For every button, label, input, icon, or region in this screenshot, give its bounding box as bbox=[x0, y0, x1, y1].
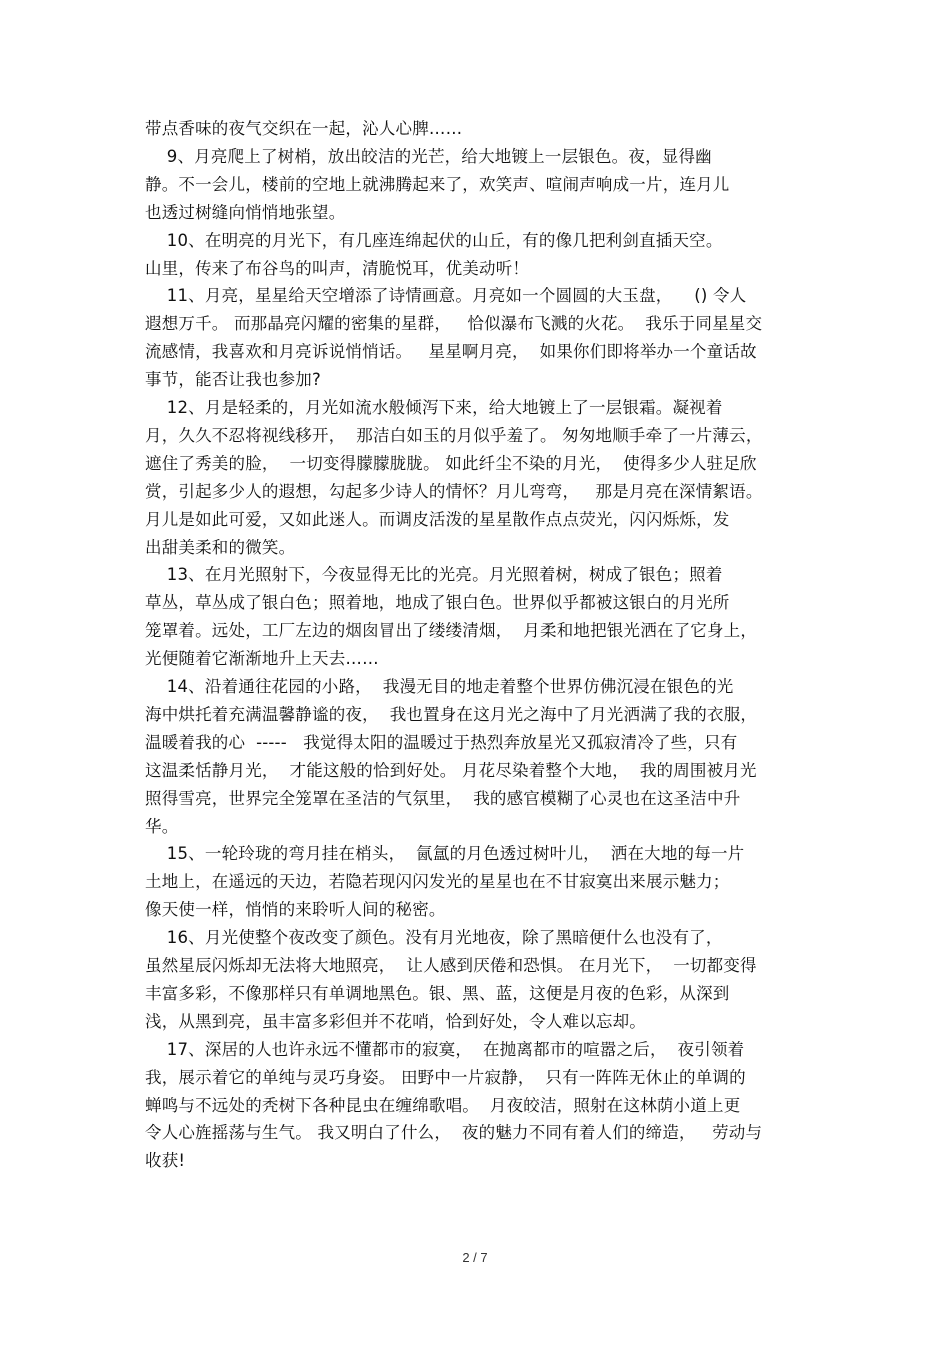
text-line: 流感情，我喜欢和月亮诉说悄悄话。 星星啊月亮， 如果你们即将举办一个童话故 bbox=[145, 342, 757, 362]
text-line: 虽然星辰闪烁却无法将大地照亮， 让人感到厌倦和恐惧。 在月光下， 一切都变得 bbox=[145, 956, 757, 975]
text-line: 事节，能否让我也参加? bbox=[145, 370, 321, 390]
text-line: 遮住了秀美的脸， 一切变得朦朦胧胧。 如此纤尘不染的月光， 使得多少人驻足欣 bbox=[145, 453, 757, 473]
text-line: 16、月光使整个夜改变了颜色。没有月光地夜，除了黑暗便什么也没有了， bbox=[145, 928, 723, 948]
text-line: 月儿是如此可爱，又如此迷人。而调皮活泼的星星散作点点荧光，闪闪烁烁，发 bbox=[145, 509, 730, 529]
text-line: 温暖着我的心 ----- 我觉得太阳的温暖过于热烈奔放星光又孤寂清冷了些，只有 bbox=[145, 732, 738, 752]
text-line: 光便随着它渐渐地升上天去…… bbox=[145, 649, 379, 669]
text-line: 土地上，在遥远的天边，若隐若现闪闪发光的星星也在不甘寂寞出来展示魅力； bbox=[145, 872, 730, 892]
text-line: 海中烘托着充满温馨静谧的夜， 我也置身在这月光之海中了月光洒满了我的衣服， bbox=[145, 704, 758, 724]
text-line: 11、月亮，星星给天空增添了诗情画意。月亮如一个圆圆的大玉盘， () 令人 bbox=[145, 286, 747, 306]
text-line: 15、一轮玲珑的弯月挂在梢头， 氤氲的月色透过树叶儿， 洒在大地的每一片 bbox=[145, 844, 745, 864]
text-line: 静。不一会儿，楼前的空地上就沸腾起来了，欢笑声、喧闹声响成一片，连月儿 bbox=[145, 174, 730, 194]
text-line: 12、月是轻柔的，月光如流水般倾泻下来，给大地镀上了一层银霜。凝视着 bbox=[145, 398, 723, 417]
text-line: 蝉鸣与不远处的秃树下各种昆虫在缠绵歌唱。 月夜皎洁，照射在这林荫小道上更 bbox=[145, 1095, 741, 1115]
text-line: 照得雪亮，世界完全笼罩在圣洁的气氛里， 我的感官模糊了心灵也在这圣洁中升 bbox=[145, 788, 741, 808]
text-line: 山里，传来了布谷鸟的叫声，清脆悦耳，优美动听！ bbox=[145, 258, 530, 278]
text-line: 丰富多彩，不像那样只有单调地黑色。银、黑、蓝，这便是月夜的色彩，从深到 bbox=[145, 983, 730, 1003]
text-line: 这温柔恬静月光， 才能这般的恰到好处。 月花尽染着整个大地， 我的周围被月光 bbox=[145, 760, 757, 780]
text-line: 14、沿着通往花园的小路， 我漫无目的地走着整个世界仿佛沉浸在银色的光 bbox=[145, 677, 734, 696]
text-line: 出甜美柔和的微笑。 bbox=[145, 537, 296, 557]
text-line: 浅，从黑到亮，虽丰富多彩但并不花哨，恰到好处，令人难以忘却。 bbox=[145, 1011, 646, 1031]
text-line: 13、在月光照射下，今夜显得无比的光亮。月光照着树，树成了银色；照着 bbox=[145, 565, 723, 585]
text-line: 收获! bbox=[145, 1151, 186, 1171]
text-line: 月，久久不忍将视线移开， 那洁白如玉的月似乎羞了。 匆匆地顺手牵了一片薄云， bbox=[145, 425, 763, 445]
text-line: 草丛，草丛成了银白色；照着地，地成了银白色。世界似乎都被这银白的月光所 bbox=[145, 593, 730, 613]
text-line: 令人心旌摇荡与生气。 我又明白了什么， 夜的魅力不同有着人们的缔造， 劳动与 bbox=[145, 1123, 763, 1143]
text-line: 笼罩着。远处，工厂左边的烟囱冒出了缕缕清烟， 月柔和地把银光洒在了它身上， bbox=[145, 621, 758, 641]
text-line: 赏，引起多少人的遐想，勾起多少诗人的情怀？月儿弯弯， 那是月亮在深情絮语。 bbox=[145, 481, 763, 501]
text-line: 带点香味的夜气交织在一起，沁人心脾…… bbox=[145, 119, 463, 138]
text-line: 10、在明亮的月光下，有几座连绵起伏的山丘，有的像几把利剑直插天空。 bbox=[145, 230, 723, 250]
text-line: 9、月亮爬上了树梢，放出皎洁的光芒，给大地镀上一层银色。夜，显得幽 bbox=[145, 146, 712, 166]
text-line: 遐想万千。 而那晶亮闪耀的密集的星群， 恰似瀑布飞溅的火花。 我乐于同星星交 bbox=[145, 314, 763, 334]
text-line: 我，展示着它的单纯与灵巧身姿。 田野中一片寂静， 只有一阵阵无休止的单调的 bbox=[145, 1067, 746, 1087]
text-line: 也透过树缝向悄悄地张望。 bbox=[145, 202, 346, 222]
text-line: 17、深居的人也许永远不懂都市的寂寞， 在抛离都市的喧嚣之后， 夜引领着 bbox=[145, 1039, 745, 1059]
page-number: 2 / 7 bbox=[462, 1250, 488, 1265]
text-line: 像天使一样，悄悄的来聆听人间的秘密。 bbox=[145, 900, 446, 920]
text-line: 华。 bbox=[145, 816, 179, 836]
